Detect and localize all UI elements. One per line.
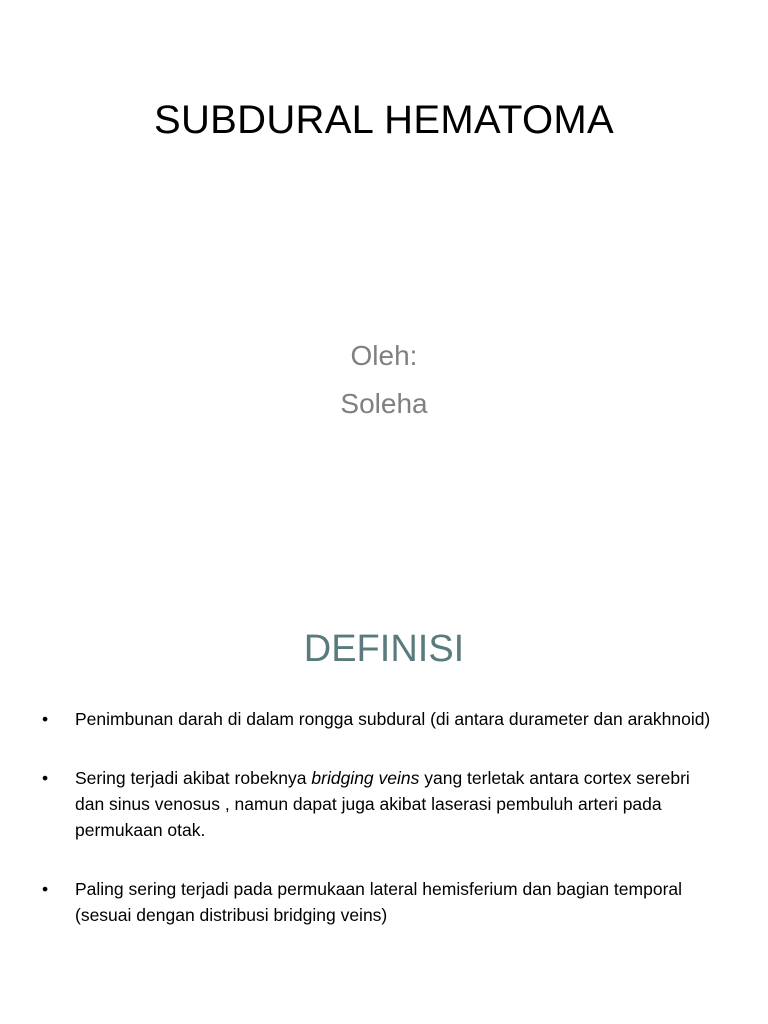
author-name: Soleha: [340, 388, 428, 419]
bullet-text-start: Sering terjadi akibat robeknya: [75, 768, 312, 788]
bullet-text: Penimbunan darah di dalam rongga subdural (di antara durameter dan arakhnoid): [75, 709, 711, 729]
bullet-text: [75, 768, 690, 840]
list-item: [40, 765, 720, 843]
slide-title: DEFINISI: [303, 628, 465, 670]
author-block: [0, 332, 768, 428]
bullet-text-italic: bridging veins: [311, 768, 420, 788]
author-label: Oleh:: [350, 340, 418, 371]
presentation-title: SUBDURAL HEMATOMA: [154, 98, 614, 142]
bullet-text: Paling sering terjadi pada permukaan lateral hemisferium dan bagian temporal (sesuai dengan distribusi bridging veins): [75, 879, 683, 925]
bullet-icon: •: [42, 879, 49, 899]
bullet-icon: •: [42, 768, 49, 788]
bullet-text-end: yang terletak antara cortex serebri dan sinus venosus , namun dapat juga akibat laserasi pembuluh arteri pada permukaan otak.: [75, 768, 690, 840]
list-item: [40, 706, 720, 732]
list-item: [40, 876, 720, 928]
definition-slide: [0, 576, 768, 1024]
bullet-list: [40, 706, 720, 961]
bullet-icon: •: [42, 709, 49, 729]
